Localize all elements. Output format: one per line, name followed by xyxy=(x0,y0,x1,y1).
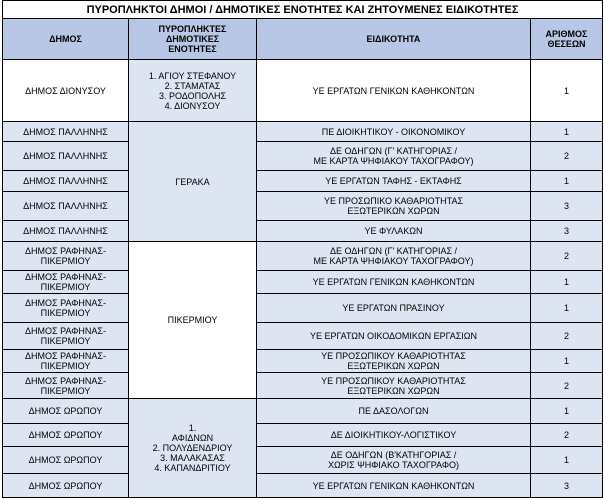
table-row xyxy=(3,221,603,242)
positions-table xyxy=(2,0,603,498)
positions-cell: 3 xyxy=(531,474,603,498)
municipal-units-cell: 1. ΑΦΙΔΝΩΝ 2. ΠΟΛΥΔΕΝΔΡΙΟΥ 3. ΜΑΛΑΚΑΣΑΣ 4. ΚΑΠΑΝΔΡΙΤΙΟΥ xyxy=(129,399,257,498)
table-row xyxy=(3,242,603,271)
municipality-cell: ΔΗΜΟΣ ΩΡΩΠΟΥ xyxy=(3,474,129,498)
table-row xyxy=(3,399,603,424)
table-row xyxy=(3,171,603,192)
specialty-cell: ΥΕ ΠΡΟΣΩΠΙΚΟ ΚΑΘΑΡΙΟΤΗΤΑΣ ΕΞΩΤΕΡΙΚΩΝ ΧΩΡΩΝ xyxy=(257,192,531,221)
table-row xyxy=(3,294,603,323)
municipal-units-cell: 1. ΑΓΙΟΥ ΣΤΕΦΑΝΟΥ 2. ΣΤΑΜΑΤΑΣ 3. ΡΟΔΟΠΟΛΗΣ 4. ΔΙΟΝΥΣΟΥ xyxy=(129,60,257,122)
specialty-cell: ΥΕ ΕΡΓΑΤΩΝ ΓΕΝΙΚΩΝ ΚΑΘΗΚΟΝΤΩΝ xyxy=(257,474,531,498)
specialty-cell: ΥΕ ΕΡΓΑΤΩΝ ΠΡΑΣΙΝΟΥ xyxy=(257,294,531,323)
specialty-cell: ΥΕ ΠΡΟΣΩΠΙΚΟΥ ΚΑΘΑΡΙΟΤΗΤΑΣ ΕΞΩΤΕΡΙΚΩΝ ΧΩΡΩΝ xyxy=(257,350,531,373)
municipality-cell: ΔΗΜΟΣ ΩΡΩΠΟΥ xyxy=(3,399,129,424)
municipality-cell: ΔΗΜΟΣ ΡΑΦΗΝΑΣ- ΠΙΚΕΡΜΙΟΥ xyxy=(3,350,129,373)
municipality-cell: ΔΗΜΟΣ ΡΑΦΗΝΑΣ- ΠΙΚΕΡΜΙΟΥ xyxy=(3,323,129,350)
specialty-cell: ΔΕ ΟΔΗΓΩΝ (Γ' ΚΑΤΗΓΟΡΙΑΣ / ΜΕ ΚΑΡΤΑ ΨΗΦΙΑΚΟΥ ΤΑΧΟΓΡΑΦΟΥ) xyxy=(257,142,531,171)
positions-cell: 2 xyxy=(531,242,603,271)
specialty-cell: ΥΕ ΕΡΓΑΤΩΝ ΓΕΝΙΚΩΝ ΚΑΘΗΚΟΝΤΩΝ xyxy=(257,271,531,294)
positions-cell: 1 xyxy=(531,399,603,424)
municipality-cell: ΔΗΜΟΣ ΠΑΛΛΗΝΗΣ xyxy=(3,192,129,221)
table-row xyxy=(3,192,603,221)
header-positions: ΑΡΙΘΜΟΣ ΘΕΣΕΩΝ xyxy=(531,19,603,60)
municipality-cell: ΔΗΜΟΣ ΡΑΦΗΝΑΣ- ΠΙΚΕΡΜΙΟΥ xyxy=(3,294,129,323)
positions-cell: 1 xyxy=(531,294,603,323)
municipal-units-cell: ΓΕΡΑΚΑ xyxy=(129,122,257,242)
positions-cell: 3 xyxy=(531,221,603,242)
municipality-cell: ΔΗΜΟΣ ΡΑΦΗΝΑΣ- ΠΙΚΕΡΜΙΟΥ xyxy=(3,242,129,271)
municipality-cell: ΔΗΜΟΣ ΩΡΩΠΟΥ xyxy=(3,447,129,474)
specialty-cell: ΔΕ ΟΔΗΓΩΝ (Γ' ΚΑΤΗΓΟΡΙΑΣ / ΜΕ ΚΑΡΤΑ ΨΗΦΙΑΚΟΥ ΤΑΧΟΓΡΑΦΟΥ) xyxy=(257,242,531,271)
table-row xyxy=(3,447,603,474)
specialty-cell: ΠΕ ΔΙΟΙΚΗΤΙΚΟΥ - ΟΙΚΟΝΟΜΙΚΟΥ xyxy=(257,122,531,142)
positions-cell: 2 xyxy=(531,373,603,399)
municipality-cell: ΔΗΜΟΣ ΠΑΛΛΗΝΗΣ xyxy=(3,122,129,142)
positions-cell: 1 xyxy=(531,122,603,142)
municipality-cell: ΔΗΜΟΣ ΡΑΦΗΝΑΣ- ΠΙΚΕΡΜΙΟΥ xyxy=(3,271,129,294)
header-units: ΠΥΡΟΠΛΗΚΤΕΣ ΔΗΜΟΤΙΚΕΣ ΕΝΟΤΗΤΕΣ xyxy=(129,19,257,60)
table-row xyxy=(3,60,603,122)
header-specialty: ΕΙΔΙΚΟΤΗΤΑ xyxy=(257,19,531,60)
table-row xyxy=(3,271,603,294)
table-row xyxy=(3,373,603,399)
table-row xyxy=(3,122,603,142)
positions-cell: 1 xyxy=(531,60,603,122)
specialty-cell: ΥΕ ΠΡΟΣΩΠΙΚΟΥ ΚΑΘΑΡΙΟΤΗΤΑΣ ΕΞΩΤΕΡΙΚΩΝ ΧΩΡΩΝ xyxy=(257,373,531,399)
specialty-cell: ΥΕ ΕΡΓΑΤΩΝ ΓΕΝΙΚΩΝ ΚΑΘΗΚΟΝΤΩΝ xyxy=(257,60,531,122)
positions-cell: 2 xyxy=(531,142,603,171)
table-row xyxy=(3,323,603,350)
positions-cell: 1 xyxy=(531,447,603,474)
positions-cell: 1 xyxy=(531,171,603,192)
specialty-cell: ΥΕ ΦΥΛΑΚΩΝ xyxy=(257,221,531,242)
municipality-cell: ΔΗΜΟΣ ΩΡΩΠΟΥ xyxy=(3,424,129,447)
table-row xyxy=(3,424,603,447)
municipality-cell: ΔΗΜΟΣ ΠΑΛΛΗΝΗΣ xyxy=(3,171,129,192)
table-row xyxy=(3,142,603,171)
positions-cell: 2 xyxy=(531,424,603,447)
municipality-cell: ΔΗΜΟΣ ΠΑΛΛΗΝΗΣ xyxy=(3,221,129,242)
specialty-cell: ΔΕ ΔΙΟΙΚΗΤΙΚΟΥ-ΛΟΓΙΣΤΙΚΟΥ xyxy=(257,424,531,447)
municipality-cell: ΔΗΜΟΣ ΔΙΟΝΥΣΟΥ xyxy=(3,60,129,122)
header-row xyxy=(3,19,603,60)
specialty-cell: ΥΕ ΕΡΓΑΤΩΝ ΤΑΦΗΣ - ΕΚΤΑΦΗΣ xyxy=(257,171,531,192)
positions-cell: 3 xyxy=(531,192,603,221)
municipal-units-cell: ΠΙΚΕΡΜΙΟΥ xyxy=(129,242,257,399)
title-row xyxy=(3,1,603,19)
positions-cell: 1 xyxy=(531,350,603,373)
positions-cell: 1 xyxy=(531,271,603,294)
table-row xyxy=(3,350,603,373)
municipality-cell: ΔΗΜΟΣ ΡΑΦΗΝΑΣ- ΠΙΚΕΡΜΙΟΥ xyxy=(3,373,129,399)
municipality-cell: ΔΗΜΟΣ ΠΑΛΛΗΝΗΣ xyxy=(3,142,129,171)
specialty-cell: ΥΕ ΕΡΓΑΤΩΝ ΟΙΚΟΔΟΜΙΚΩΝ ΕΡΓΑΣΙΩΝ xyxy=(257,323,531,350)
specialty-cell: ΔΕ ΟΔΗΓΩΝ (Β'ΚΑΤΗΓΟΡΙΑΣ / ΧΩΡΙΣ ΨΗΦΙΑΚΟ ΤΑΧΟΓΡΑΦΟ) xyxy=(257,447,531,474)
table-row xyxy=(3,474,603,498)
header-municipality: ΔΗΜΟΣ xyxy=(3,19,129,60)
specialty-cell: ΠΕ ΔΑΣΟΛΟΓΩΝ xyxy=(257,399,531,424)
table-title: ΠΥΡΟΠΛΗΚΤΟΙ ΔΗΜΟΙ / ΔΗΜΟΤΙΚΕΣ ΕΝΟΤΗΤΕΣ ΚΑΙ ΖΗΤΟΥΜΕΝΕΣ ΕΙΔΙΚΟΤΗΤΕΣ xyxy=(3,1,603,19)
positions-cell: 2 xyxy=(531,323,603,350)
